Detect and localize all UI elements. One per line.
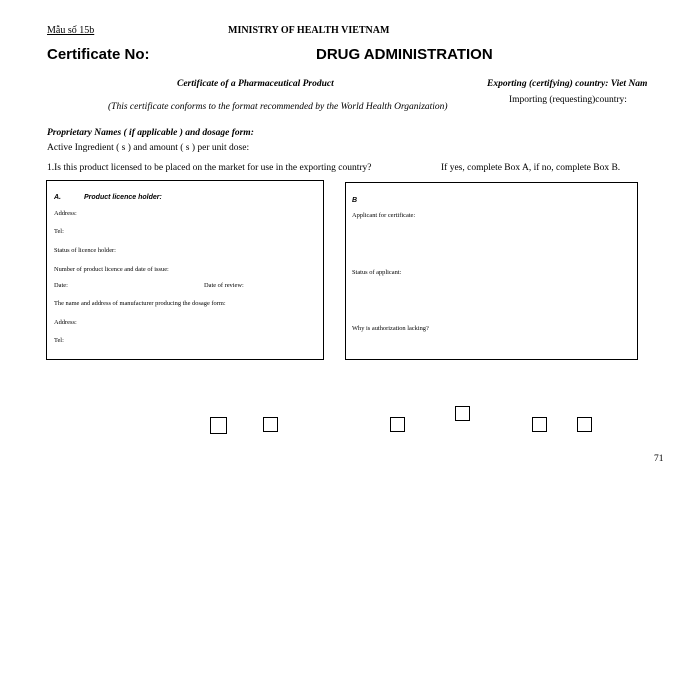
page-number: 71 xyxy=(654,454,664,464)
box-a-tel: Tel: xyxy=(54,228,64,235)
box-a-address: Address: xyxy=(54,210,77,217)
box-a-address-2: Address: xyxy=(54,319,77,326)
box-b-applicant: Applicant for certificate: xyxy=(352,212,416,219)
question-1-instruction: If yes, complete Box A, if no, complete Box B. xyxy=(441,163,621,173)
certificate-title: Certificate of a Pharmaceutical Product xyxy=(177,79,334,89)
box-a-status: Status of licence holder: xyxy=(54,247,116,254)
importing-country: Importing (requesting)country: xyxy=(509,95,627,105)
box-a-manufacturer: The name and address of manufacturer producing the dosage form: xyxy=(54,300,226,307)
box-a-tel-2: Tel: xyxy=(54,337,64,344)
ministry-heading: MINISTRY OF HEALTH VIETNAM xyxy=(228,25,390,36)
checkbox[interactable] xyxy=(455,406,470,421)
box-a-letter: A. xyxy=(54,194,61,201)
box-a-licence-number: Number of product licence and date of issue: xyxy=(54,266,169,273)
certificate-no-label: Certificate No: xyxy=(47,46,150,63)
department-heading: DRUG ADMINISTRATION xyxy=(316,46,493,63)
box-a-title: Product licence holder: xyxy=(84,194,162,201)
checkbox[interactable] xyxy=(390,417,405,432)
checkbox[interactable] xyxy=(577,417,592,432)
form-code: Mẫu số 15b xyxy=(47,25,95,36)
box-b-letter: B xyxy=(352,197,358,204)
box-a xyxy=(46,180,324,360)
box-a-date-review: Date of review: xyxy=(204,282,244,289)
checkbox[interactable] xyxy=(210,417,227,434)
box-a-date: Date: xyxy=(54,282,68,289)
active-ingredients-label: Active Ingredient ( s ) and amount ( s ) per unit dose: xyxy=(47,143,250,153)
box-b xyxy=(345,182,638,360)
conform-note: (This certificate conforms to the format recommended by the World Health Organization) xyxy=(108,102,448,112)
question-1: 1.Is this product licensed to be placed on the market for use in the exporting country? xyxy=(47,163,372,173)
proprietary-names-label: Proprietary Names ( if applicable ) and dosage form: xyxy=(47,128,254,138)
exporting-country: Exporting (certifying) country: Viet Nam xyxy=(487,79,648,89)
box-b-status: Status of applicant: xyxy=(352,269,402,276)
checkbox[interactable] xyxy=(263,417,278,432)
checkbox[interactable] xyxy=(532,417,547,432)
box-b-why-lacking: Why is authorization lacking? xyxy=(352,325,429,332)
